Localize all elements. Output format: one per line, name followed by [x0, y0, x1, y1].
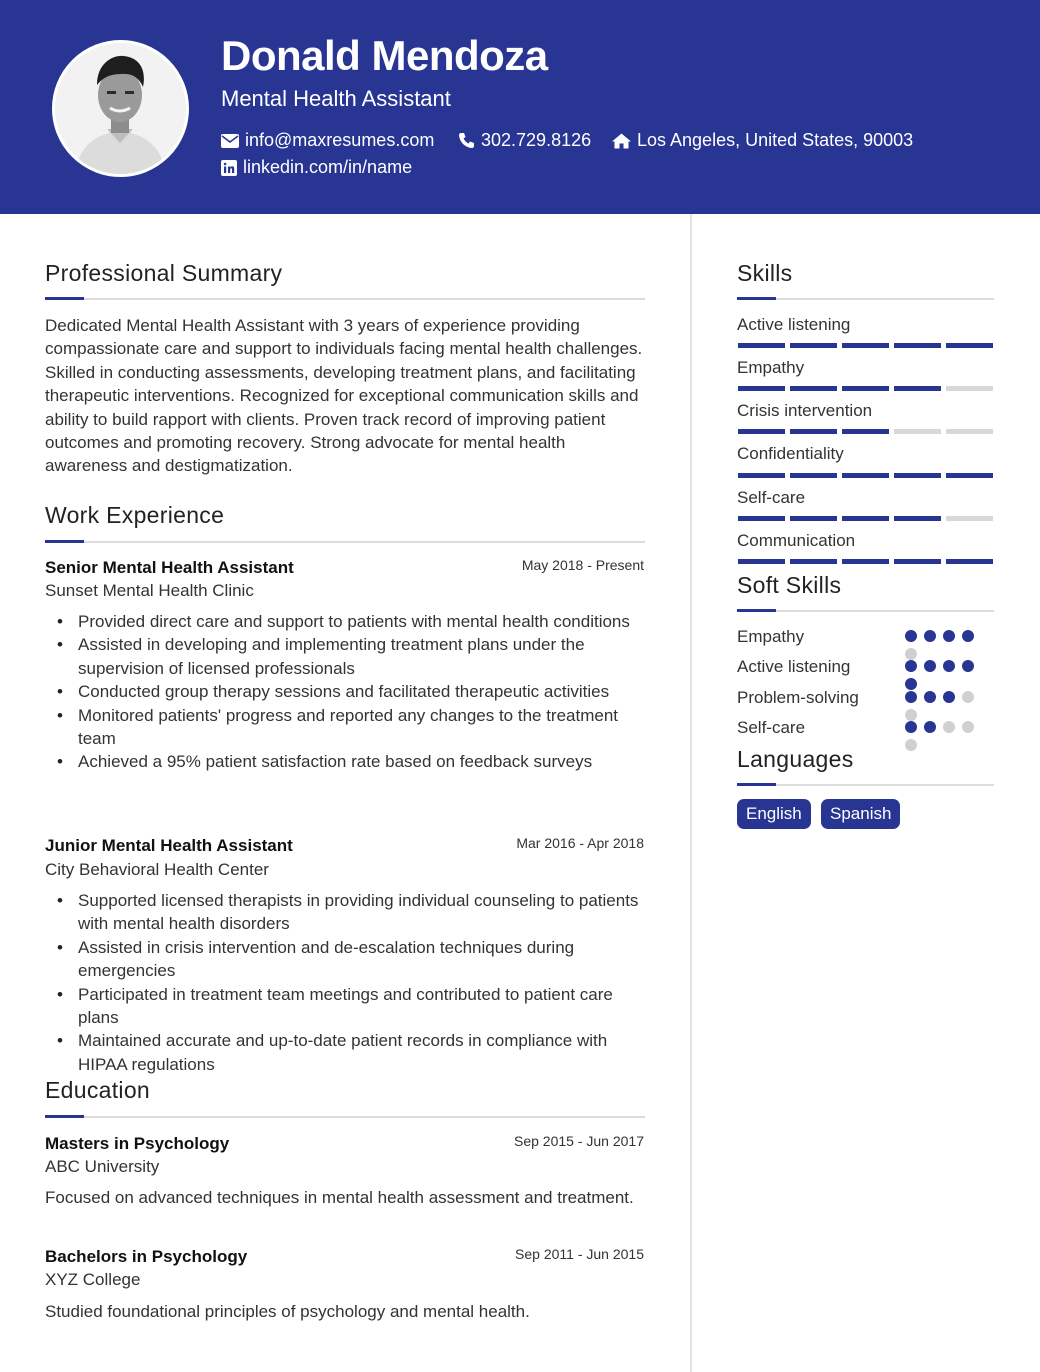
skill-segment — [790, 386, 837, 391]
rating-dot — [962, 691, 974, 703]
soft-skill-rating — [905, 721, 985, 751]
linkedin-icon — [221, 160, 237, 176]
rating-dot — [962, 660, 974, 672]
phone-text: 302.729.8126 — [481, 130, 592, 150]
degree-dates-1: Sep 2015 - Jun 2017 — [514, 1133, 644, 1149]
summary-rule — [45, 298, 645, 300]
resume-header — [0, 0, 1040, 214]
soft-skills-accent — [737, 609, 776, 612]
degree-desc-2: Studied foundational principles of psychology and mental health. — [45, 1302, 530, 1321]
contact-location — [612, 130, 913, 151]
list-item: • Conducted group therapy sessions and facilitated therapeutic activities — [45, 680, 650, 703]
job-dates-1: May 2018 - Present — [521, 557, 644, 573]
rating-dot — [943, 630, 955, 642]
soft-skill-rating — [905, 660, 985, 690]
avatar — [52, 40, 189, 177]
skill-segment — [842, 386, 889, 391]
skill-segment — [738, 516, 785, 521]
skill-segment — [946, 473, 993, 478]
soft-skill-name: Empathy — [737, 627, 805, 646]
rating-dot — [924, 691, 936, 703]
job-org-2: City Behavioral Health Center — [45, 860, 269, 879]
education-heading: Education — [45, 1077, 150, 1103]
rating-dot — [924, 630, 936, 642]
soft-skill-name: Self-care — [737, 718, 806, 737]
rating-dot — [905, 721, 917, 733]
rating-dot — [943, 691, 955, 703]
soft-skill-rating — [905, 630, 985, 660]
degree-dates-2: Sep 2011 - Jun 2015 — [515, 1246, 644, 1262]
soft-skill-name: Active listening — [737, 657, 851, 676]
rating-dot — [943, 660, 955, 672]
languages-heading: Languages — [737, 746, 854, 772]
skill-segment — [946, 429, 993, 434]
skill-segment — [790, 343, 837, 348]
skill-segment — [842, 429, 889, 434]
summary-heading: Professional Summary — [45, 260, 283, 286]
list-item: • Achieved a 95% patient satisfaction rate based on feedback surveys — [45, 750, 650, 773]
skill-name: Active listening — [737, 315, 851, 334]
location-text: Los Angeles, United States, 90003 — [637, 130, 914, 150]
skill-segment — [946, 343, 993, 348]
skill-rating — [738, 559, 993, 564]
skill-rating — [738, 473, 993, 478]
skill-segment — [738, 473, 785, 478]
language-badge-spanish: Spanish — [821, 799, 900, 829]
skill-segment — [894, 429, 941, 434]
skill-segment — [946, 386, 993, 391]
summary-text: Dedicated Mental Health Assistant with 3 years of experience providing compassionate care and support to individuals facing mental health challenges. Skilled in conducting assessments, developing treatment plans, and facilitating therapeutic interventions. Recognized for exceptional communication skills and ability to build rapport with clients. Proven track record of improving patient outcomes and promoting recovery. Strong advocate for mental health awareness and destigmatization. — [45, 316, 643, 476]
skill-segment — [894, 473, 941, 478]
school-2: XYZ College — [45, 1270, 141, 1289]
rating-dot — [924, 660, 936, 672]
education-rule — [45, 1116, 645, 1118]
skill-rating — [738, 343, 993, 348]
skill-segment — [738, 343, 785, 348]
profile-photo-icon — [55, 43, 186, 174]
rating-dot — [905, 691, 917, 703]
rating-dot — [905, 678, 917, 690]
rating-dot — [962, 630, 974, 642]
skill-segment — [790, 473, 837, 478]
skill-name: Confidentiality — [737, 444, 844, 463]
languages-accent — [737, 783, 776, 786]
language-badge-english: English — [737, 799, 811, 829]
skill-segment — [946, 516, 993, 521]
job-bullets-2 — [45, 889, 650, 1076]
phone-icon — [458, 132, 475, 149]
contact-phone[interactable] — [458, 130, 591, 151]
list-item: • Assisted in crisis intervention and de-escalation techniques during emergencies — [45, 936, 650, 983]
job-org-1: Sunset Mental Health Clinic — [45, 581, 254, 600]
list-item: • Monitored patients' progress and reported any changes to the treatment team — [45, 704, 650, 751]
skill-segment — [894, 516, 941, 521]
education-accent — [45, 1115, 84, 1118]
rating-dot — [924, 721, 936, 733]
job-dates-2: Mar 2016 - Apr 2018 — [516, 835, 644, 851]
envelope-icon — [221, 134, 239, 148]
contact-email[interactable] — [221, 130, 434, 151]
job-bullets-1 — [45, 610, 650, 774]
skill-segment — [790, 516, 837, 521]
job-title-2: Junior Mental Health Assistant — [45, 836, 293, 855]
degree-desc-1: Focused on advanced techniques in mental health assessment and treatment. — [45, 1188, 634, 1207]
summary-accent — [45, 297, 84, 300]
degree-2: Bachelors in Psychology — [45, 1247, 248, 1266]
job-title: Mental Health Assistant — [221, 86, 451, 111]
experience-rule — [45, 541, 645, 543]
skill-name: Self-care — [737, 488, 806, 507]
skill-segment — [738, 559, 785, 564]
rating-dot — [943, 721, 955, 733]
experience-heading: Work Experience — [45, 502, 225, 528]
skill-rating — [738, 516, 993, 521]
list-item: • Assisted in developing and implementing treatment plans under the supervision of licensed professionals — [45, 633, 650, 680]
rating-dot — [905, 648, 917, 660]
rating-dot — [962, 721, 974, 733]
column-divider — [690, 214, 692, 1372]
candidate-name: Donald Mendoza — [221, 32, 548, 79]
list-item: • Provided direct care and support to patients with mental health conditions — [45, 610, 650, 633]
contact-linkedin[interactable] — [221, 157, 412, 178]
soft-skills-heading: Soft Skills — [737, 572, 842, 598]
skill-segment — [842, 343, 889, 348]
list-item: • Maintained accurate and up-to-date patient records in compliance with HIPAA regulations — [45, 1029, 650, 1076]
skill-segment — [790, 559, 837, 564]
soft-skill-name: Problem-solving — [737, 688, 859, 707]
skill-segment — [738, 429, 785, 434]
rating-dot — [905, 709, 917, 721]
school-1: ABC University — [45, 1157, 160, 1176]
skill-segment — [790, 429, 837, 434]
job-title-1: Senior Mental Health Assistant — [45, 558, 294, 577]
skills-heading: Skills — [737, 260, 793, 286]
list-item: • Participated in treatment team meetings and contributed to patient care plans — [45, 983, 650, 1030]
skill-name: Crisis intervention — [737, 401, 873, 420]
skill-segment — [894, 343, 941, 348]
email-text: info@maxresumes.com — [245, 130, 435, 150]
rating-dot — [905, 630, 917, 642]
skill-segment — [946, 559, 993, 564]
skill-segment — [894, 386, 941, 391]
degree-1: Masters in Psychology — [45, 1134, 230, 1153]
rating-dot — [905, 739, 917, 751]
skill-name: Empathy — [737, 358, 805, 377]
skill-segment — [842, 559, 889, 564]
skill-rating — [738, 386, 993, 391]
skill-segment — [842, 516, 889, 521]
rating-dot — [905, 660, 917, 672]
skill-segment — [738, 386, 785, 391]
skill-segment — [894, 559, 941, 564]
skill-name: Communication — [737, 531, 856, 550]
soft-skill-rating — [905, 691, 985, 721]
skill-rating — [738, 429, 993, 434]
list-item: • Supported licensed therapists in providing individual counseling to patients with mental health disorders — [45, 889, 650, 936]
skill-segment — [842, 473, 889, 478]
home-icon — [612, 133, 631, 149]
skills-accent — [737, 297, 776, 300]
experience-accent — [45, 540, 84, 543]
linkedin-text: linkedin.com/in/name — [243, 157, 413, 177]
